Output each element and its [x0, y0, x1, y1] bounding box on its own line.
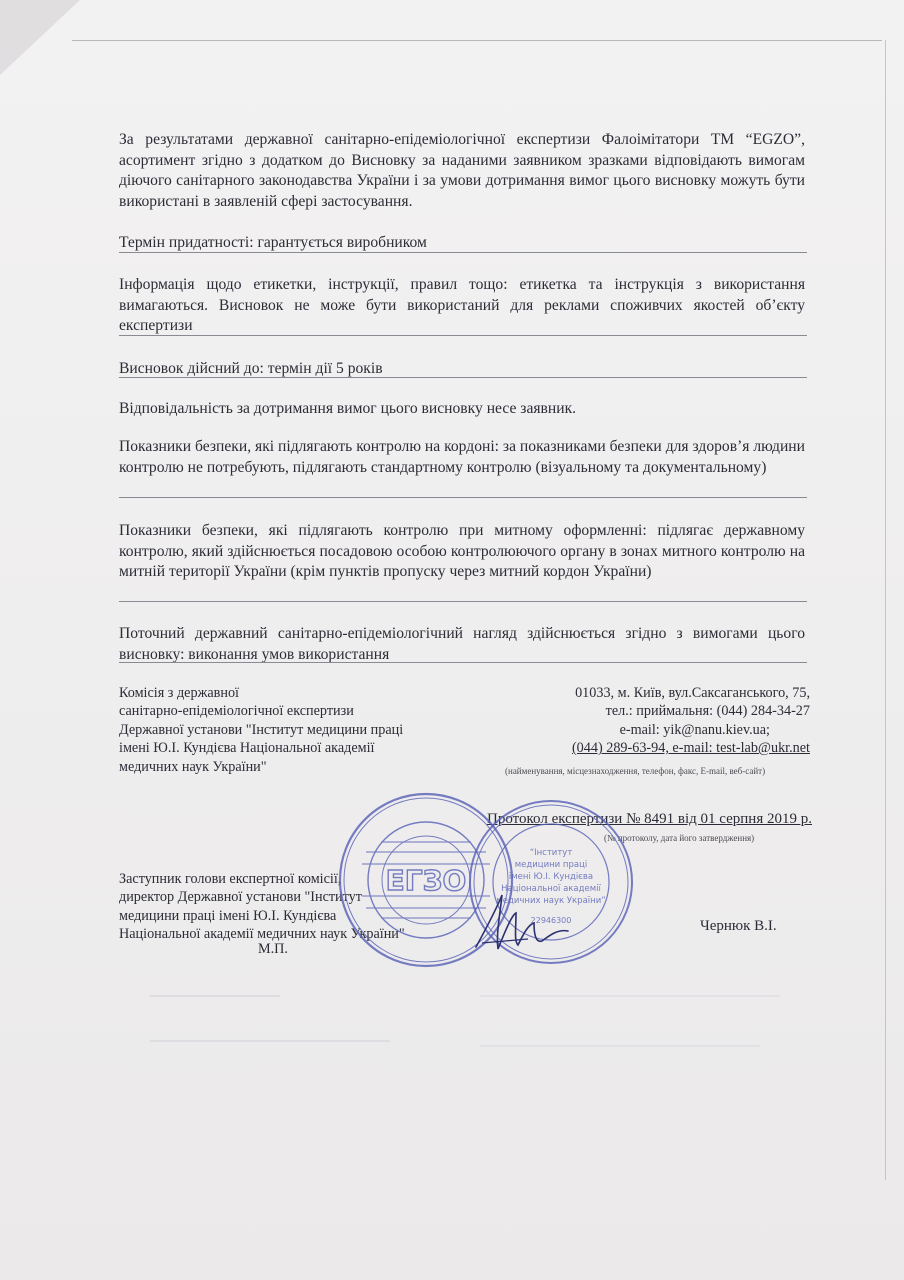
border-control-paragraph: Показники безпеки, які підлягають контролю на кордоні: за показниками безпеки для здоров’я людини контролю не потребують, підлягають стандартному контролю (візуальному та документальному)	[119, 438, 805, 476]
commission-line: імені Ю.І. Кундієва Національної академії	[119, 740, 375, 757]
customs-control-paragraph: Показники безпеки, які підлягають контролю при митному оформленні: підлягає державному контролю, який здійснюється посадовою особою контролюючого органу в зонах митного контролю на митній території України (крім пунктів пропуску через митний кордон України)	[119, 522, 805, 580]
address-phone: тел.: приймальня: (044) 284-34-27	[605, 703, 810, 720]
signer-title-line: Національної академії медичних наук України"	[119, 926, 405, 943]
protocol-caption: (№ протоколу, дата його затвердження)	[604, 833, 755, 843]
page-top-rule	[72, 40, 882, 41]
signer-title-line: медицини праці імені Ю.І. Кундієва	[119, 907, 337, 924]
institute-stamp-line: імені Ю.І. Кундієва	[508, 872, 594, 882]
institute-stamp-line: Національної академії	[501, 884, 601, 894]
institute-stamp-line: медицини праці	[514, 860, 588, 870]
signer-title-line: директор Державної установи "Інститут	[119, 889, 362, 906]
address-email: e-mail: yik@nanu.kiev.ua;	[619, 721, 770, 738]
valid-until-rule	[119, 377, 807, 378]
labeling-paragraph: Інформація щодо етикетки, інструкції, правил тощо: етикетка та інструкція з використання вимагаються. Висновок не може бути використаний для реклами споживчих якостей об’єкту експертизи	[119, 276, 805, 334]
valid-until-line: Висновок дійсний до: термін дії 5 років	[119, 360, 383, 377]
institute-stamp-line: “Інститут	[529, 848, 573, 858]
shelf-life-line: Термін придатності: гарантується виробником	[119, 234, 427, 251]
handwritten-signature	[468, 885, 578, 965]
commission-line: санітарно-епідеміологічної експертизи	[119, 703, 354, 720]
folded-corner	[0, 0, 80, 75]
address-caption: (найменування, місцезнаходження, телефон, факс, E-mail, веб-сайт)	[505, 766, 766, 776]
commission-line: Комісія з державної	[119, 685, 239, 701]
institute-stamp-code: 22946300	[530, 916, 572, 925]
signer-title-line: Заступник голови експертної комісії,	[119, 871, 342, 887]
institute-stamp-line: медичних наук України”	[496, 896, 606, 906]
commission-line: Державної установи "Інститут медицини праці	[119, 721, 404, 738]
labeling-rule	[119, 335, 807, 336]
customs-control-rule	[119, 601, 807, 602]
page-side-rule	[885, 40, 886, 1180]
conclusion-paragraph: За результатами державної санітарно-епідеміологічної експертизи Фалоімітатори ТМ “EGZO”, асортимент згідно з додатком до Висновку за наданими заявником зразками відповідають вимогам діючого санітарного законодавства України і за умови дотримання вимог цього висновку можуть бути використані в заявленій сфері застосування.	[119, 131, 805, 210]
address-block	[470, 684, 810, 758]
protocol-text: Протокол експертизи № 8491 від 01 серпня 2019 р.	[487, 811, 812, 827]
address-lab-contact: (044) 289-63-94, e-mail: test-lab@ukr.net	[571, 740, 810, 757]
address-street: 01033, м. Київ, вул.Саксаганського, 75,	[575, 685, 810, 701]
border-control-rule	[119, 497, 807, 498]
supervision-rule	[119, 662, 807, 663]
commission-line: медичних наук України"	[119, 758, 267, 775]
seal-place-label: М.П.	[258, 941, 288, 957]
signer-name: Чернюк В.І.	[700, 918, 777, 934]
company-stamp-center: ЕГЗО	[385, 864, 467, 897]
responsibility-line: Відповідальність за дотримання вимог цього висновку несе заявник.	[119, 400, 577, 417]
supervision-paragraph: Поточний державний санітарно-епідеміологічний нагляд здійснюється згідно з вимогами цього висновку: виконання умов використання	[119, 625, 805, 663]
shelf-life-rule	[119, 252, 807, 253]
commission-block	[119, 684, 469, 776]
